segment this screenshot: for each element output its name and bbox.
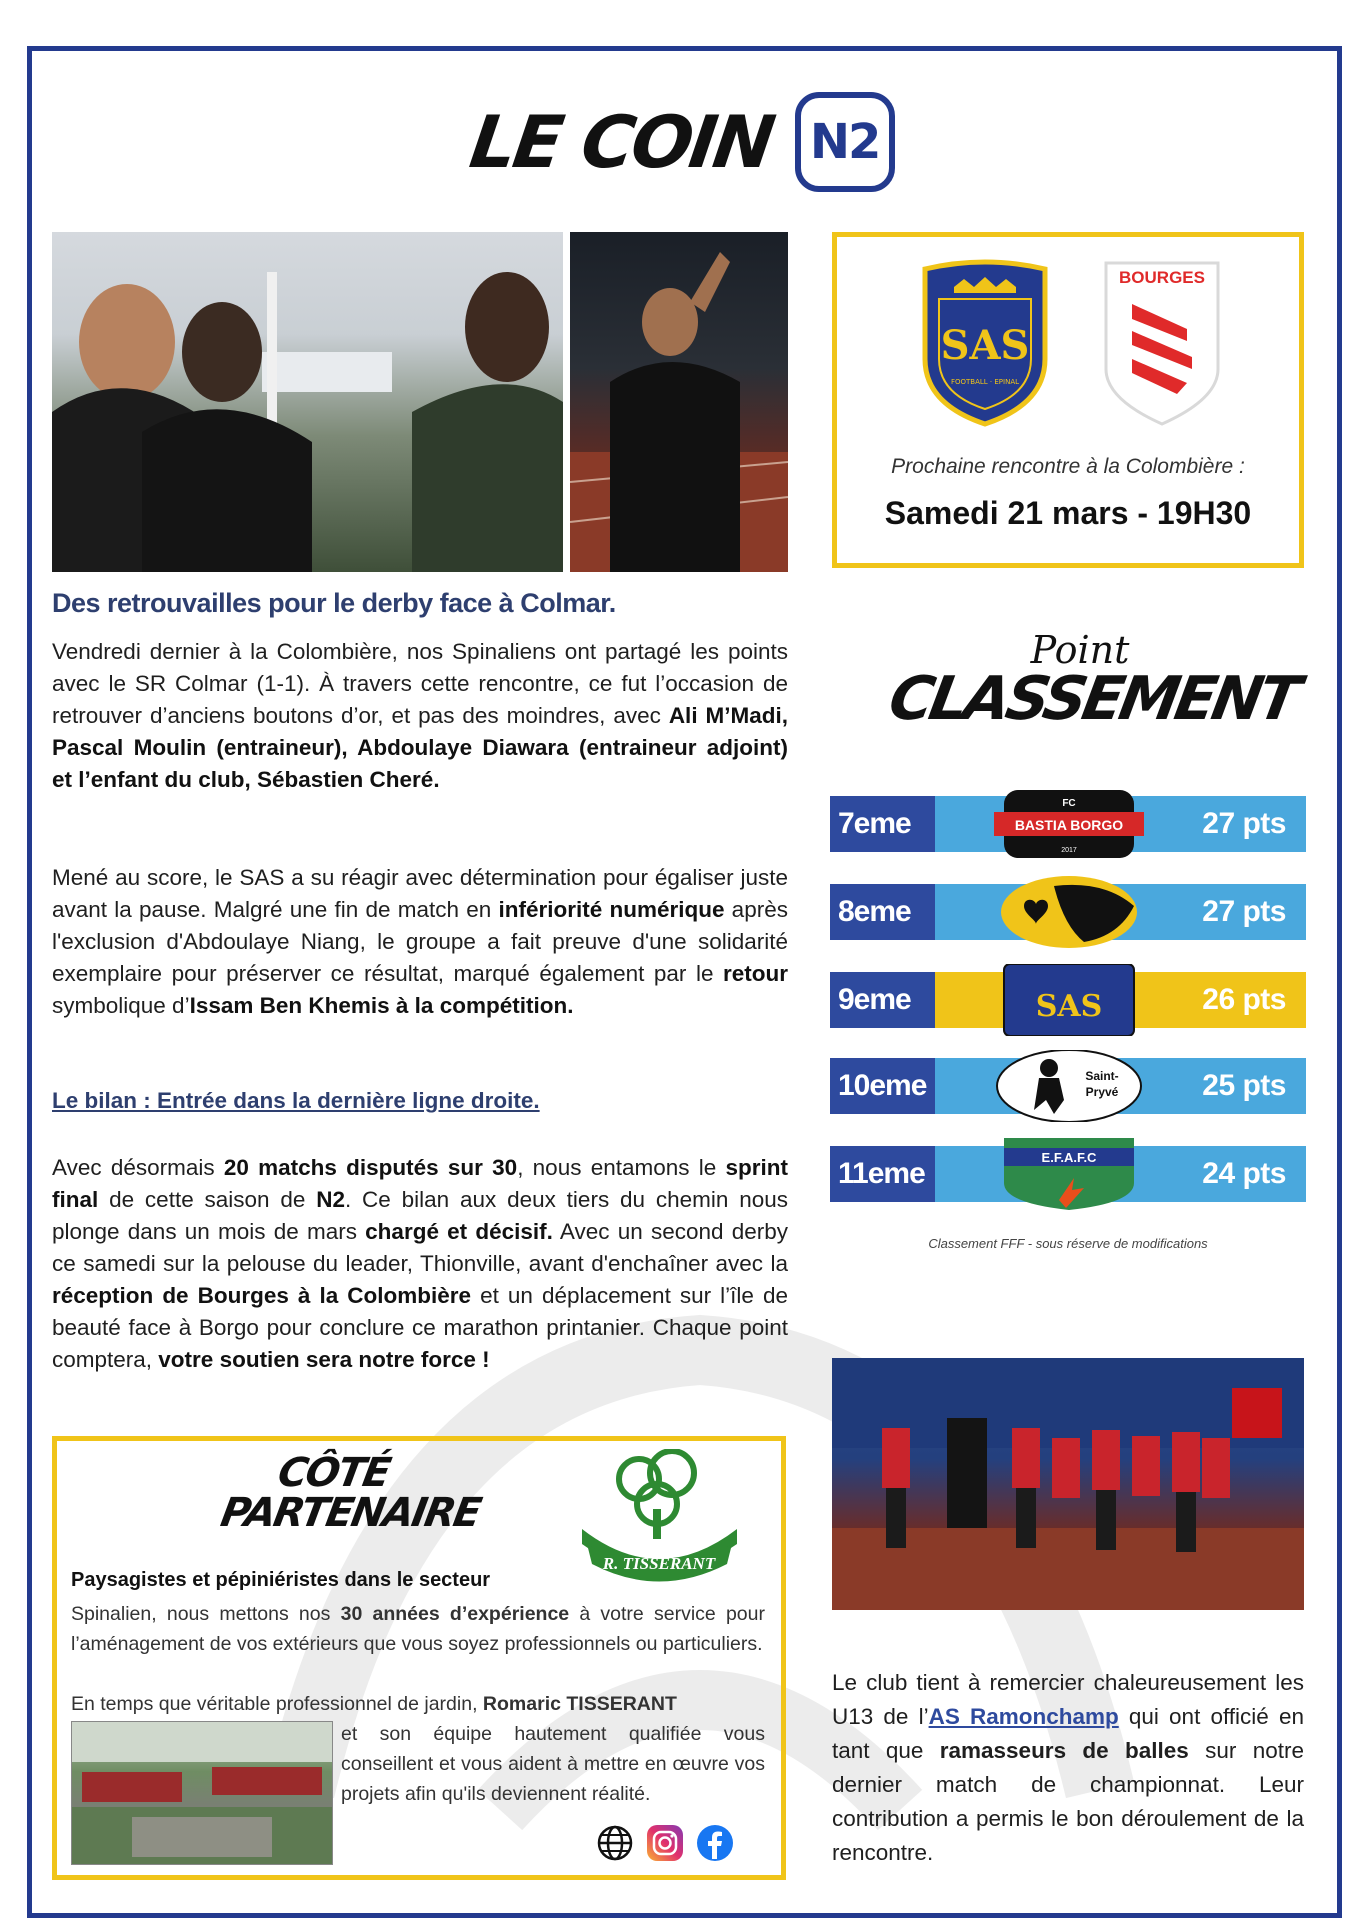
standings-points: 27 pts (1202, 895, 1286, 928)
efafc-crest (994, 1138, 1144, 1210)
article-paragraph-1 (52, 636, 788, 796)
p3-text-a: Avec désormais (52, 1155, 224, 1180)
article-paragraph-3 (52, 1152, 788, 1376)
facebook-icon[interactable] (695, 1823, 735, 1863)
ball-kids-photo (832, 1358, 1304, 1610)
masthead (0, 92, 1366, 202)
standings-row (830, 884, 1306, 940)
p3-bold-a: 20 matchs disputés sur 30 (223, 1155, 518, 1180)
bastia-borgo-top: FC (1062, 798, 1076, 809)
standings-points: 25 pts (1202, 1069, 1286, 1102)
bastia-borgo-crest (994, 788, 1144, 860)
standings-title-big: CLASSEMENT (883, 664, 1302, 734)
next-match-label: Prochaine rencontre à la Colombière : (891, 455, 1245, 478)
standings-points: 27 pts (1202, 807, 1286, 840)
thanks-paragraph (832, 1666, 1304, 1870)
p1-text: Vendredi dernier à la Colombière, nos Spinaliens ont partagé les points avec le SR Colmar (1-1). À travers cette rencontre, ce fut l’occasion de retrouver d’anciens boutons d’or, et pas des moindres, avec (52, 639, 788, 728)
instagram-icon[interactable] (645, 1823, 685, 1863)
sas-epinal-crest (919, 259, 1051, 429)
standings-position: 9eme (830, 972, 935, 1028)
partner-text2-a: En temps que véritable professionnel de jardin, (71, 1693, 483, 1715)
partner-photo-nursery (71, 1721, 333, 1865)
partner-name: Paysagistes et pépiniéristes dans le secteur (71, 1569, 491, 1591)
p3-text-d: . Ce bilan aux deux tiers du chemin nous plonge dans un mois de mars (52, 1187, 788, 1244)
bourges-crest (1102, 259, 1222, 429)
saint-pryve-line2: Pryvé (1085, 1085, 1119, 1099)
p3-bold-b: sprint final (52, 1155, 789, 1212)
partner-text-bold: 30 années d’expérience (340, 1603, 570, 1625)
thanks-text-b: qui ont officié en tant que (832, 1704, 1304, 1763)
sas-crest-text: SAS (940, 322, 1030, 369)
article-headline: Des retrouvailles pour le derby face à Colmar. (52, 588, 616, 618)
next-match-box (832, 232, 1304, 568)
article-paragraph-2 (52, 862, 788, 1022)
tisserant-logo (577, 1449, 742, 1594)
partner-title-line2: PARTENAIRE (217, 1490, 484, 1536)
p3-text-b: , nous entamons le (517, 1155, 726, 1180)
p2-text-b: après l'exclusion d'Abdoulaye Niang, le groupe a fait preuve d'une solidarité exemplaire pour préserver ce résultat, marqué également par le (52, 897, 788, 986)
thanks-bold: ramasseurs de balles (939, 1738, 1189, 1763)
bourges-crest-text: BOURGES (1119, 268, 1205, 287)
standings-title (883, 628, 1302, 734)
p3-bold-c: N2 (316, 1187, 345, 1212)
saint-pryve-crest (994, 1050, 1144, 1122)
article-photo-players (52, 232, 563, 572)
p3-bold-d: chargé et décisif. (365, 1219, 553, 1244)
standings-points: 26 pts (1202, 983, 1286, 1016)
standings-title-small: Point (1030, 628, 1130, 672)
standings-note: Classement FFF - sous réserve de modifications (928, 1236, 1208, 1251)
partner-title (217, 1450, 484, 1536)
partner-text-2 (71, 1689, 765, 1719)
saint-pryve-line1: Saint- (1085, 1069, 1119, 1083)
masthead-title: LE COIN (465, 100, 778, 184)
p3-text-e: Avec un second derby ce samedi sur la pelouse du leader, Thionville, avant d'enchaîner avec la (52, 1219, 788, 1276)
n2-badge: N2 (795, 92, 895, 192)
partner-text-c: à votre service pour l’aménagement de vos extérieurs que vous soyez professionnels ou particuliers. (71, 1603, 765, 1655)
sas-crest-subtext: FOOTBALL · EPINAL (950, 378, 1020, 386)
standings-position: 8eme (830, 884, 935, 940)
partner-box (52, 1436, 786, 1880)
thanks-text-a: Le club tient à remercier chaleureusement les U13 de l’ (832, 1670, 1304, 1729)
efafc-text: E.F.A.F.C (1041, 1150, 1097, 1165)
sas-small-text: SAS (1035, 989, 1103, 1024)
p2-bold-b: retour (722, 961, 788, 986)
p3-text-f: et un déplacement sur l’île de beauté face à Borgo pour conclure ce marathon printanier. Chaque point comptera, (52, 1283, 788, 1372)
p2-text-a: Mené au score, le SAS a su réagir avec détermination pour égaliser juste avant la pause. Malgré une fin de match en (52, 865, 788, 922)
p3-bold-e: réception de Bourges à la Colombière (52, 1283, 472, 1308)
bastia-borgo-year: 2017 (1061, 847, 1077, 854)
partner-text2-bold: Romaric TISSERANT (482, 1693, 677, 1715)
standings-row (830, 796, 1306, 852)
globe-icon[interactable] (595, 1823, 635, 1863)
p1-bold: Ali M’Madi, Pascal Moulin (entraineur), Abdoulaye Diawara (entraineur adjoint) et l’enfant du club, Sébastien Cheré. (52, 703, 789, 792)
p2-text-c: symbolique d’ (52, 993, 190, 1018)
bastia-borgo-text: BASTIA BORGO (1014, 817, 1124, 833)
as-ramonchamp-link[interactable]: AS Ramonchamp (928, 1704, 1119, 1729)
partner-text (71, 1599, 765, 1659)
standings-position: 7eme (830, 796, 935, 852)
tisserant-logo-text: R. TISSERANT (602, 1554, 716, 1573)
partner-text-3: et son équipe hautement qualifiée vous conseillent et vous aident à mettre en œuvre vos projets afin qu'ils deviennent réalité. (341, 1723, 765, 1805)
standings-points: 24 pts (1202, 1157, 1286, 1190)
partner-title-line1: CÔTÉ (274, 1450, 393, 1496)
p3-text-c: de cette saison de (98, 1187, 317, 1212)
sas-epinal-crest-small (994, 964, 1144, 1036)
standings-row (830, 1058, 1306, 1114)
standings-position: 10eme (830, 1058, 935, 1114)
p3-bold-f: votre soutien sera notre force ! (158, 1347, 490, 1372)
article-photo-player-applauding (570, 232, 788, 572)
thanks-text-d: sur notre dernier match de championnat. Leur contribution a permis le bon déroulement de la rencontre. (832, 1738, 1305, 1865)
article-subhead: Le bilan : Entrée dans la dernière ligne droite. (52, 1088, 540, 1113)
p2-bold-c: Issam Ben Khemis à la compétition. (189, 993, 574, 1018)
standings-row (830, 1146, 1306, 1202)
panther-crest (994, 876, 1144, 948)
next-match-date: Samedi 21 mars - 19H30 (884, 495, 1252, 531)
standings-position: 11eme (830, 1146, 935, 1202)
partner-text-a: Spinalien, nous mettons nos (71, 1603, 341, 1625)
p2-bold-a: infériorité numérique (498, 897, 725, 922)
standings-row (830, 972, 1306, 1028)
